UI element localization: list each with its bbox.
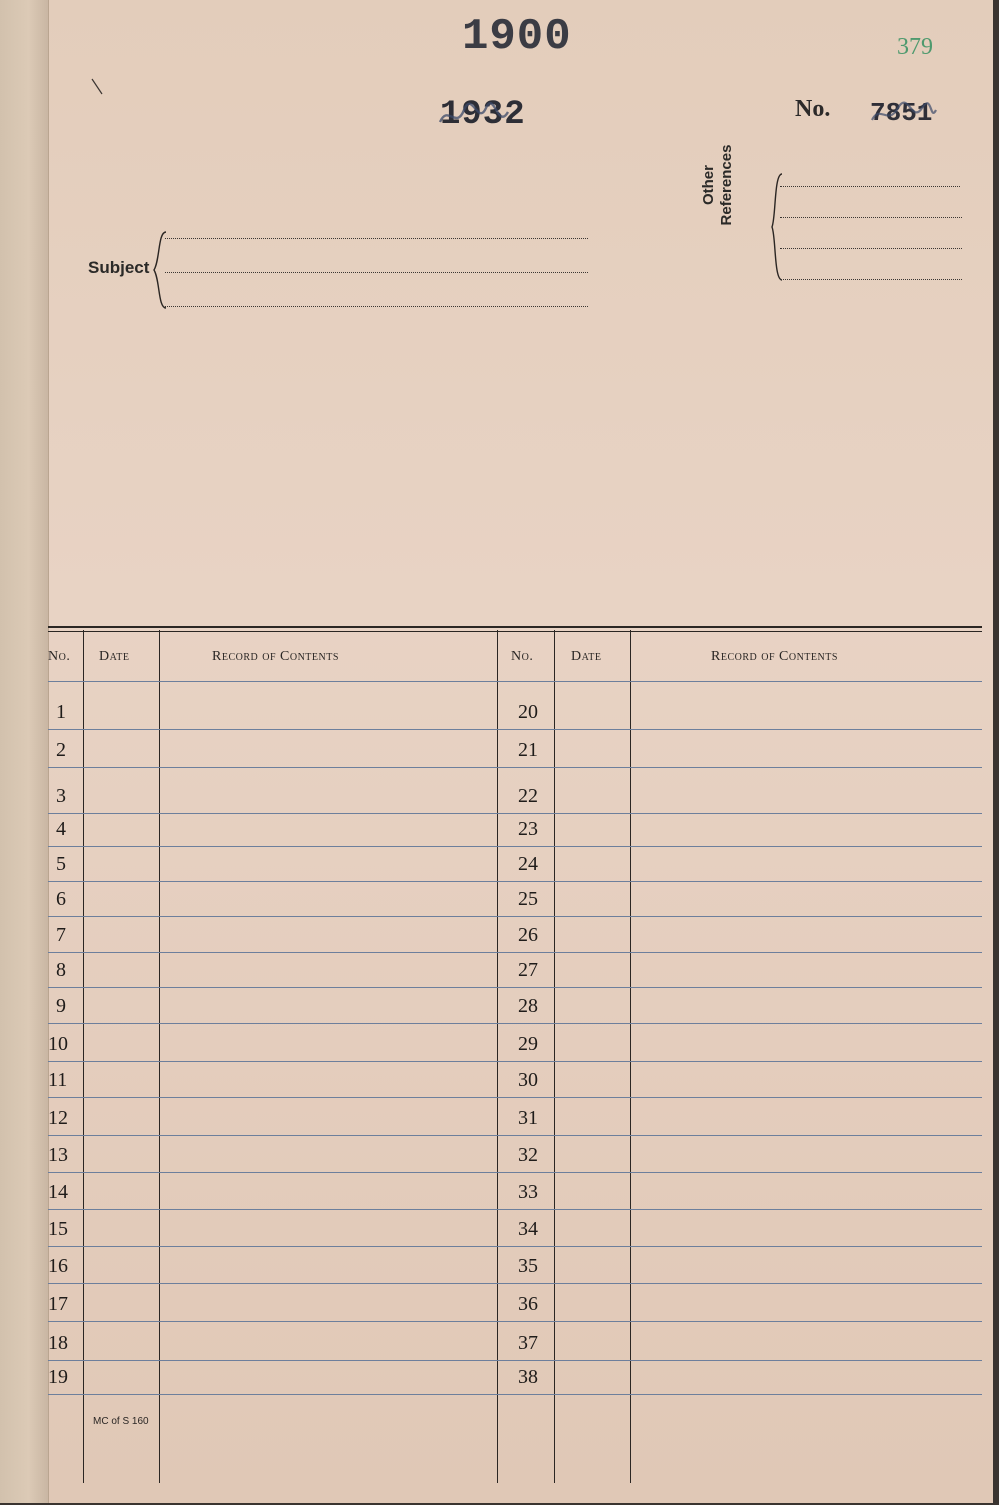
subject-label: Subject	[88, 258, 150, 277]
row-rule	[48, 1061, 982, 1062]
row-number-left: 17	[48, 1293, 68, 1315]
column-rule-number-right	[497, 630, 498, 1483]
row-rule	[48, 1023, 982, 1024]
top-year-stamp: 1900	[462, 12, 572, 62]
header-no-left: No.	[48, 649, 71, 664]
row-number-right: 28	[518, 995, 538, 1017]
pencil-tick-mark	[90, 78, 104, 96]
header-no-right: No.	[511, 649, 534, 664]
row-number-right: 35	[518, 1255, 538, 1277]
row-rule	[48, 1135, 982, 1136]
row-number-right: 33	[518, 1181, 538, 1203]
row-number-left: 13	[48, 1144, 68, 1166]
row-number-left: 5	[56, 853, 66, 875]
header-contents-right: Record of Contents	[711, 649, 838, 664]
row-number-right: 21	[518, 739, 538, 761]
row-number-right: 29	[518, 1033, 538, 1055]
row-number-right: 36	[518, 1293, 538, 1315]
column-rule-contents-right	[630, 630, 631, 1483]
handwritten-year-overstrike	[438, 100, 548, 134]
header-date-right: Date	[571, 649, 602, 664]
column-rule-date-left	[83, 630, 84, 1483]
form-code: MC of S 160	[93, 1416, 149, 1427]
row-number-left: 15	[48, 1218, 68, 1240]
row-number-right: 25	[518, 888, 538, 910]
row-number-left: 6	[56, 888, 66, 910]
row-number-right: 37	[518, 1332, 538, 1354]
row-number-left: 12	[48, 1107, 68, 1129]
column-rule-date-right	[554, 630, 555, 1483]
row-number-left: 3	[56, 785, 66, 807]
row-rule	[48, 1209, 982, 1210]
row-rule	[48, 1283, 982, 1284]
other-reference-line-1[interactable]	[780, 186, 960, 187]
row-number-right: 22	[518, 785, 538, 807]
row-rule	[48, 767, 982, 768]
subject-line-1[interactable]	[165, 238, 588, 239]
row-rule	[48, 881, 982, 882]
row-number-right: 32	[518, 1144, 538, 1166]
row-number-left: 10	[48, 1033, 68, 1055]
other-references-brace	[770, 172, 784, 282]
row-number-left: 18	[48, 1332, 68, 1354]
row-number-left: 1	[56, 701, 66, 723]
ledger-top-rule-2	[48, 631, 982, 632]
row-number-left: 2	[56, 739, 66, 761]
other-reference-line-4[interactable]	[780, 279, 962, 280]
row-number-left: 16	[48, 1255, 68, 1277]
row-number-left: 8	[56, 959, 66, 981]
row-rule	[48, 1172, 982, 1173]
row-number-right: 23	[518, 818, 538, 840]
row-rule	[48, 1097, 982, 1098]
row-rule	[48, 1360, 982, 1361]
handwritten-number-overstrike	[868, 100, 938, 130]
row-number-right: 20	[518, 701, 538, 723]
file-year-stamp: 1932	[440, 96, 526, 134]
row-number-right: 30	[518, 1069, 538, 1091]
row-rule	[48, 729, 982, 730]
row-number-left: 11	[48, 1069, 68, 1091]
subject-line-3[interactable]	[165, 306, 588, 307]
row-rule	[48, 1246, 982, 1247]
header-date-left: Date	[99, 649, 130, 664]
row-number-right: 27	[518, 959, 538, 981]
row-rule	[48, 916, 982, 917]
other-reference-line-2[interactable]	[780, 217, 962, 218]
row-rule	[48, 952, 982, 953]
row-number-left: 4	[56, 818, 66, 840]
row-rule	[48, 987, 982, 988]
other-references-label-line1: Other	[700, 165, 717, 206]
file-number-value: 7851	[870, 98, 933, 128]
row-number-left: 14	[48, 1181, 68, 1203]
other-references-label-line2: References	[718, 144, 735, 226]
file-number-label: No.	[795, 96, 831, 122]
other-references-label	[700, 120, 740, 250]
row-number-left: 19	[48, 1366, 68, 1388]
subject-brace	[152, 230, 170, 310]
row-rule	[48, 1394, 982, 1395]
row-rule	[48, 813, 982, 814]
subject-line-2[interactable]	[165, 272, 588, 273]
row-number-right: 31	[518, 1107, 538, 1129]
other-reference-line-3[interactable]	[780, 248, 962, 249]
row-rule	[48, 1321, 982, 1322]
row-number-left: 7	[56, 924, 66, 946]
header-underline	[48, 681, 982, 682]
header-contents-left: Record of Contents	[212, 649, 339, 664]
row-rule	[48, 846, 982, 847]
page-corner-number: 379	[897, 34, 933, 60]
binding-strip	[0, 0, 49, 1503]
row-number-right: 34	[518, 1218, 538, 1240]
column-rule-contents-left	[159, 630, 160, 1483]
row-number-right: 38	[518, 1366, 538, 1388]
row-number-right: 24	[518, 853, 538, 875]
row-number-left: 9	[56, 995, 66, 1017]
row-number-right: 26	[518, 924, 538, 946]
ledger-top-rule	[48, 626, 982, 628]
